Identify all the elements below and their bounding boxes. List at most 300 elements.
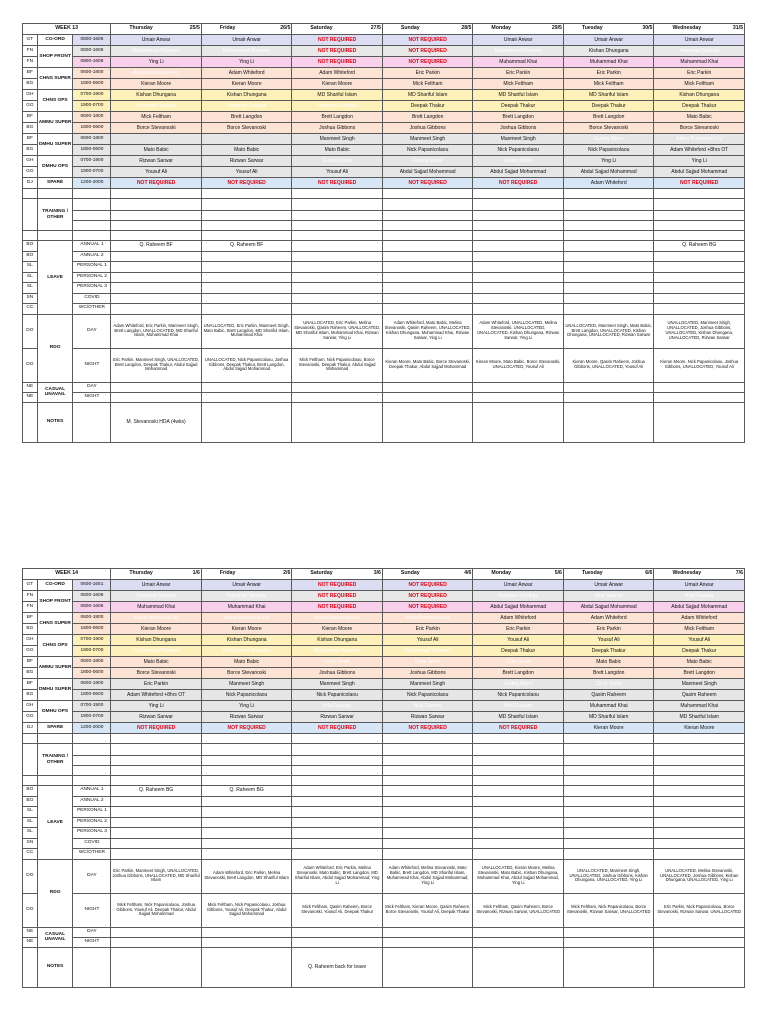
casual-cell (654, 927, 745, 937)
training-cell (73, 211, 111, 221)
shift-cell: Nick Papanicolaou (201, 690, 292, 701)
leave-cell (654, 262, 745, 273)
leave-cell (201, 796, 292, 807)
shift-code: BF (23, 679, 38, 690)
shift-cell: Qasim Raheem (563, 690, 654, 701)
notes-cell (382, 402, 473, 442)
leave-cell (654, 251, 745, 262)
shift-cell: NOT REQUIRED (654, 178, 745, 189)
shift-time: 0600-1800 (73, 68, 111, 79)
day-name: Thursday (129, 25, 153, 32)
rdo-cell: UNALLOCATED, Kieran Moore, Melina Stevanoski, Mato Babic, Kishan Dhungana, Muhammad Khai, Abdul Sajjad Mohammad, Ying Li (473, 859, 564, 893)
blank-cell (473, 776, 564, 786)
rdo-cell: Mick Feltham, Kieran Moore, Qasim Raheem, Borce Stevanoski, Yousuf Ali, Deepak Thakur (382, 893, 473, 927)
blank-cell (73, 776, 111, 786)
shift-cell: Abdul Sajjad Mohammad (382, 167, 473, 178)
shift-cell: Bilal Razzaq (563, 591, 654, 602)
shift-cell: Yousuf Ali (654, 635, 745, 646)
shift-time: 1800-0600 (73, 690, 111, 701)
shift-cell: Umair Anwar (201, 35, 292, 46)
shift-code: GG (23, 712, 38, 723)
blank-cell (654, 734, 745, 744)
week-label: WEEK 14 (23, 569, 111, 580)
shift-group: CO-ORD (37, 580, 73, 591)
shift-cell: Mato Babic (563, 657, 654, 668)
leave-cell (292, 838, 383, 849)
shift-cell: Kieran Moore (654, 723, 745, 734)
shift-cell: Alana Romaniuk-Fry (201, 613, 292, 624)
shift-code: GT (23, 35, 38, 46)
leave-cell (473, 283, 564, 294)
leave-cell: Q. Raheem BG (111, 786, 202, 797)
day-date: 28/5 (461, 25, 472, 32)
shift-cell: Muhammad Khai (201, 602, 292, 613)
leave-type: ANNUAL 1 (73, 786, 111, 797)
shift-cell: Muhammad Waseem (473, 46, 564, 57)
shift-group: CHNS SUPER (37, 68, 73, 90)
day-header (563, 24, 654, 35)
shift-cell: Deepak Thakur (654, 646, 745, 657)
shift-cell: Muhammad Khai (654, 57, 745, 68)
blank-cell (382, 189, 473, 199)
shift-group: AMMU SUPER (37, 112, 73, 134)
shift-cell: Manmeet Singh (654, 679, 745, 690)
casual-cell (382, 937, 473, 947)
casual-cell (292, 392, 383, 402)
shift-cell: Manmeet Singh (382, 679, 473, 690)
notes-cell (563, 947, 654, 987)
shift-cell: Kieran Moore (201, 79, 292, 90)
training-cell (382, 211, 473, 221)
casual-cell (111, 392, 202, 402)
shift-code: BG (23, 690, 38, 701)
shift-cell: Hammad Siddiqui (201, 101, 292, 112)
notes-label: NOTES (37, 402, 73, 442)
shift-cell: Alana Romaniuk-Fry (382, 613, 473, 624)
rdo-cell: Mick Feltham, Qasim Raheem, Borce Stevanoski, Yousuf Ali, Deepak Thakur (292, 893, 383, 927)
shift-cell: Kieran Moore (563, 723, 654, 734)
leave-cell (654, 849, 745, 860)
notes-label: NOTES (37, 947, 73, 987)
shift-cell: Umair Anwar (473, 580, 564, 591)
shift-cell: Eric Parkin (382, 624, 473, 635)
week-14-roster-table (22, 568, 745, 988)
casual-code: NE (23, 927, 38, 937)
shift-time: 0800-1606 (73, 591, 111, 602)
day-date: 5/6 (554, 570, 562, 577)
leave-cell (473, 828, 564, 839)
shift-group: AMMU SUPER (37, 657, 73, 679)
leave-cell: Q. Raheem BF (201, 241, 292, 252)
shift-cell: Kieran Moore (111, 79, 202, 90)
shift-code: FN (23, 591, 38, 602)
casual-cell (654, 382, 745, 392)
leave-type: PERSONAL 1 (73, 807, 111, 818)
shift-cell: Yousuf Ali (292, 167, 383, 178)
casual-cell (382, 927, 473, 937)
blank-cell (23, 199, 38, 231)
notes-cell (292, 402, 383, 442)
training-cell (111, 199, 202, 211)
shift-code: BG (23, 79, 38, 90)
shift-cell: Bilal Razzaq (382, 701, 473, 712)
shift-cell: NOT REQUIRED (382, 178, 473, 189)
shift-time: 1800-0600 (73, 123, 111, 134)
rdo-cell: Adam Whiteford, Melina Stevanoski, Mato Babic, Brett Langdon, MD Shariful Islam, Muhammad Khai, Abdul Sajjad Mohammad, Ying Li (382, 859, 473, 893)
training-cell (292, 756, 383, 766)
leave-cell (111, 283, 202, 294)
shift-time: 0800-1606 (73, 35, 111, 46)
shift-cell: Joshua Gibbons (292, 668, 383, 679)
shift-cell: NOT REQUIRED (111, 723, 202, 734)
day-date: 1/6 (192, 570, 200, 577)
blank-cell (23, 744, 38, 776)
leave-code: SN (23, 838, 38, 849)
leave-cell (111, 251, 202, 262)
training-cell (563, 199, 654, 211)
shift-cell: Hammad Siddiqui (292, 101, 383, 112)
rdo-shift: DAY (73, 859, 111, 893)
shift-cell: Abdul Sajjad Mohammad (654, 167, 745, 178)
shift-cell: Muhammad Khai (473, 57, 564, 68)
shift-time: 0700-1900 (73, 635, 111, 646)
leave-cell (292, 807, 383, 818)
leave-cell (473, 817, 564, 828)
shift-time: 0600-1800 (73, 679, 111, 690)
casual-cell (563, 382, 654, 392)
shift-code: FN (23, 46, 38, 57)
shift-cell: Eric Parkin (473, 624, 564, 635)
casual-code: NE (23, 937, 38, 947)
training-cell (111, 756, 202, 766)
rdo-shift: NIGHT (73, 348, 111, 382)
shift-cell: Borce Stevanoski (201, 668, 292, 679)
leave-type: ANNUAL 2 (73, 251, 111, 262)
rdo-code: DO (23, 348, 38, 382)
leave-cell (654, 293, 745, 304)
shift-cell: NOT REQUIRED (292, 591, 383, 602)
rdo-label: RDO (37, 859, 73, 927)
training-cell (111, 744, 202, 756)
leave-label: LEAVE (37, 241, 73, 315)
shift-cell: NOT REQUIRED (292, 178, 383, 189)
leave-cell (563, 304, 654, 315)
casual-cell (563, 937, 654, 947)
shift-cell: Adam Whiteford (201, 68, 292, 79)
casual-cell (111, 927, 202, 937)
training-label: TRAINING / OTHER (37, 744, 73, 776)
shift-cell: Yousuf Ali (563, 635, 654, 646)
day-header (654, 24, 745, 35)
shift-time: 0800-1606 (73, 57, 111, 68)
leave-cell (292, 283, 383, 294)
leave-cell (201, 817, 292, 828)
leave-cell (382, 796, 473, 807)
shift-cell: Manmeet Singh (292, 134, 383, 145)
blank-cell (201, 734, 292, 744)
casual-label: CASUAL UNAVAIL (37, 382, 73, 402)
training-cell (73, 221, 111, 231)
training-cell (473, 766, 564, 776)
leave-cell (292, 796, 383, 807)
training-cell (201, 199, 292, 211)
shift-code: BF (23, 134, 38, 145)
shift-cell: NOT REQUIRED (382, 602, 473, 613)
blank-cell (37, 231, 73, 241)
leave-cell (201, 849, 292, 860)
shift-cell: Kishan Dhungana (111, 635, 202, 646)
shift-cell: Adam Whiteford (292, 68, 383, 79)
training-cell (73, 766, 111, 776)
shift-cell: Bilal Razzaq (654, 591, 745, 602)
shift-cell: Deepak Thakur (654, 101, 745, 112)
shift-time: 0600-1800 (73, 134, 111, 145)
blank-cell (23, 402, 38, 442)
training-cell (201, 221, 292, 231)
blank-cell (201, 776, 292, 786)
day-date: 3/6 (373, 570, 381, 577)
shift-cell: Gurteg Mann (473, 679, 564, 690)
casual-cell (292, 927, 383, 937)
leave-cell (563, 828, 654, 839)
casual-cell (654, 392, 745, 402)
shift-cell: NOT REQUIRED (292, 35, 383, 46)
leave-cell (111, 293, 202, 304)
shift-cell: Eric Parkin (111, 679, 202, 690)
blank-cell (292, 189, 383, 199)
day-date: 6/6 (645, 570, 653, 577)
shift-time: 1800-0600 (73, 624, 111, 635)
day-name: Wednesday (672, 570, 702, 577)
blank-cell (473, 734, 564, 744)
leave-cell (292, 251, 383, 262)
leave-cell (473, 807, 564, 818)
notes-cell (654, 947, 745, 987)
shift-cell: Borce Stevanoski (111, 123, 202, 134)
leave-cell (382, 283, 473, 294)
leave-cell (382, 272, 473, 283)
casual-shift: DAY (73, 382, 111, 392)
day-header (563, 569, 654, 580)
leave-code: BO (23, 241, 38, 252)
shift-cell: Umair Anwar (111, 580, 202, 591)
leave-cell (111, 849, 202, 860)
shift-cell: NOT REQUIRED (201, 178, 292, 189)
shift-cell: Abdul Sajjad Mohammad (473, 167, 564, 178)
shift-cell: Gurteg Mann (292, 156, 383, 167)
shift-code: BG (23, 624, 38, 635)
shift-cell: Deepak Thakur (382, 101, 473, 112)
leave-type: PERSONAL 3 (73, 283, 111, 294)
shift-time: 0700-1900 (73, 156, 111, 167)
shift-cell: Gurteg Mann (382, 156, 473, 167)
leave-cell (563, 786, 654, 797)
shift-cell: Nick Papanicolaou (292, 690, 383, 701)
shift-cell: MD Shariful Islam (382, 90, 473, 101)
rdo-code: DO (23, 314, 38, 348)
rdo-shift: NIGHT (73, 893, 111, 927)
shift-cell: NOT REQUIRED (382, 591, 473, 602)
shift-cell: Nick Papanicolaou (473, 690, 564, 701)
blank-cell (111, 734, 202, 744)
shift-cell: Ying Li (111, 57, 202, 68)
shift-cell: Rizwan Sarwar (111, 156, 202, 167)
shift-cell: Kieran Moore (201, 624, 292, 635)
shift-cell: Adam Whiteford (473, 613, 564, 624)
blank-cell (382, 776, 473, 786)
shift-cell: Joshua Gibbons (382, 668, 473, 679)
shift-code: BG (23, 123, 38, 134)
training-cell (473, 744, 564, 756)
shift-time: 1800-0600 (73, 79, 111, 90)
leave-cell (382, 262, 473, 273)
shift-cell: Joshua Gibbons (382, 123, 473, 134)
leave-cell: Q. Raheem BG (654, 241, 745, 252)
leave-cell (654, 796, 745, 807)
training-cell (201, 744, 292, 756)
shift-cell: Muhammad Waseem (201, 46, 292, 57)
shift-cell (111, 134, 202, 145)
shift-cell: Mato Babic (201, 145, 292, 156)
notes-cell (473, 947, 564, 987)
leave-cell (654, 828, 745, 839)
leave-cell: Q. Raheem BG (201, 786, 292, 797)
casual-cell (201, 382, 292, 392)
shift-cell: Yousuf Ali (111, 167, 202, 178)
shift-cell: Alana Romaniuk-Fry (654, 134, 745, 145)
leave-code: SL (23, 272, 38, 283)
rdo-cell: Eric Parkin, Nick Papanicolaou, Borce Stevanoski, Rizwan Sarwar, UNALLOCATED (654, 893, 745, 927)
training-label: TRAINING / OTHER (37, 199, 73, 231)
day-name: Tuesday (581, 570, 603, 577)
shift-cell: MD Shariful Islam (563, 90, 654, 101)
shift-cell: Eric Parkin (654, 68, 745, 79)
training-cell (111, 211, 202, 221)
shift-cell: NOT REQUIRED (292, 580, 383, 591)
shift-cell: Umair Anwar (201, 580, 292, 591)
training-cell (563, 221, 654, 231)
leave-cell (382, 293, 473, 304)
shift-code: DJ (23, 178, 38, 189)
training-cell (292, 766, 383, 776)
training-cell (73, 756, 111, 766)
training-cell (473, 211, 564, 221)
training-cell (563, 766, 654, 776)
shift-time: 1800-0600 (73, 668, 111, 679)
leave-cell (201, 807, 292, 818)
day-header (382, 569, 473, 580)
casual-cell (473, 392, 564, 402)
rdo-cell: Mick Feltham, Nick Papanicolaou, Joshua Gibbons, Yousuf Ali, Deepak Thakur, Abdul Sajjad Mohammad (111, 893, 202, 927)
leave-cell (382, 786, 473, 797)
shift-cell: Rizwan Sarwar (201, 156, 292, 167)
leave-cell (382, 304, 473, 315)
day-header (292, 569, 383, 580)
shift-code: BF (23, 68, 38, 79)
rdo-shift: DAY (73, 314, 111, 348)
shift-time: 1800-0600 (73, 145, 111, 156)
leave-type: WC/OTHER (73, 849, 111, 860)
shift-code: BG (23, 668, 38, 679)
leave-cell (654, 283, 745, 294)
shift-cell: NOT REQUIRED (473, 723, 564, 734)
casual-cell (654, 937, 745, 947)
leave-code: BO (23, 786, 38, 797)
shift-cell: NOT REQUIRED (382, 35, 473, 46)
day-date: 31/5 (732, 25, 743, 32)
leave-cell (201, 272, 292, 283)
shift-cell: Manmeet Singh (382, 134, 473, 145)
day-name: Sunday (400, 25, 420, 32)
leave-cell (111, 796, 202, 807)
shift-cell: Umair Anwar (563, 35, 654, 46)
shift-cell: NOT REQUIRED (382, 46, 473, 57)
shift-cell: Ying Li (654, 156, 745, 167)
blank-cell (73, 734, 111, 744)
shift-cell: NOT REQUIRED (473, 178, 564, 189)
shift-cell: Muhammad Waseem (382, 646, 473, 657)
leave-type: ANNUAL 2 (73, 796, 111, 807)
shift-group: DMHU SUPER (37, 134, 73, 156)
leave-cell (473, 272, 564, 283)
shift-cell: Hammad Siddiqui (473, 591, 564, 602)
shift-cell: NOT REQUIRED (111, 178, 202, 189)
leave-cell (111, 828, 202, 839)
rdo-cell: Adam Whiteford, Eric Parkin, Melina Stevanoski, Mato Babic, Brett Langdon, MD Shariful Islam, Abdul Sajjad Mohammad, Ying Li (292, 859, 383, 893)
shift-cell: MD Shariful Islam (563, 712, 654, 723)
blank-cell (563, 189, 654, 199)
shift-group: CHNS OPS (37, 90, 73, 112)
leave-cell (201, 283, 292, 294)
shift-cell: Muhammad Waseem (292, 646, 383, 657)
shift-cell: Rizwan Sarwar (201, 712, 292, 723)
casual-cell (382, 382, 473, 392)
notes-cell (563, 402, 654, 442)
shift-time: 0600-1651 (73, 580, 111, 591)
leave-code: SL (23, 817, 38, 828)
leave-type: PERSONAL 3 (73, 828, 111, 839)
day-name: Saturday (310, 25, 333, 32)
shift-cell: Adam Whiteford (563, 178, 654, 189)
shift-cell: Borce Stevanoski (201, 123, 292, 134)
leave-cell (654, 272, 745, 283)
leave-cell (201, 262, 292, 273)
shift-cell: MD Shariful Islam (473, 712, 564, 723)
shift-cell: Eric Parkin (382, 68, 473, 79)
leave-cell (201, 304, 292, 315)
shift-cell: Mick Feltham (111, 112, 202, 123)
notes-cell (201, 402, 292, 442)
shift-cell: Chris Smith (382, 657, 473, 668)
blank-cell (73, 231, 111, 241)
shift-cell: Muhammad Khai (654, 701, 745, 712)
shift-group: SPARE (37, 178, 73, 189)
casual-cell (111, 382, 202, 392)
shift-time: 1200-2000 (73, 178, 111, 189)
shift-cell: Brett Langdon (563, 112, 654, 123)
leave-cell (654, 817, 745, 828)
leave-cell (563, 838, 654, 849)
shift-cell: Rizwan Sarwar (111, 712, 202, 723)
shift-cell: NOT REQUIRED (292, 57, 383, 68)
day-name: Monday (491, 25, 512, 32)
shift-cell: Adam Whiteford (654, 613, 745, 624)
casual-shift: DAY (73, 927, 111, 937)
rdo-cell: Adam Whiteford, Mato Babic, Melina Stevanoski, Qasim Raheem, UNALLOCATED, Kishan Dhungana, Muhammad Khai, Rizwan Sarwar, Ying Li (382, 314, 473, 348)
shift-group: DMHU OPS (37, 701, 73, 723)
leave-code: BO (23, 796, 38, 807)
leave-cell (292, 241, 383, 252)
